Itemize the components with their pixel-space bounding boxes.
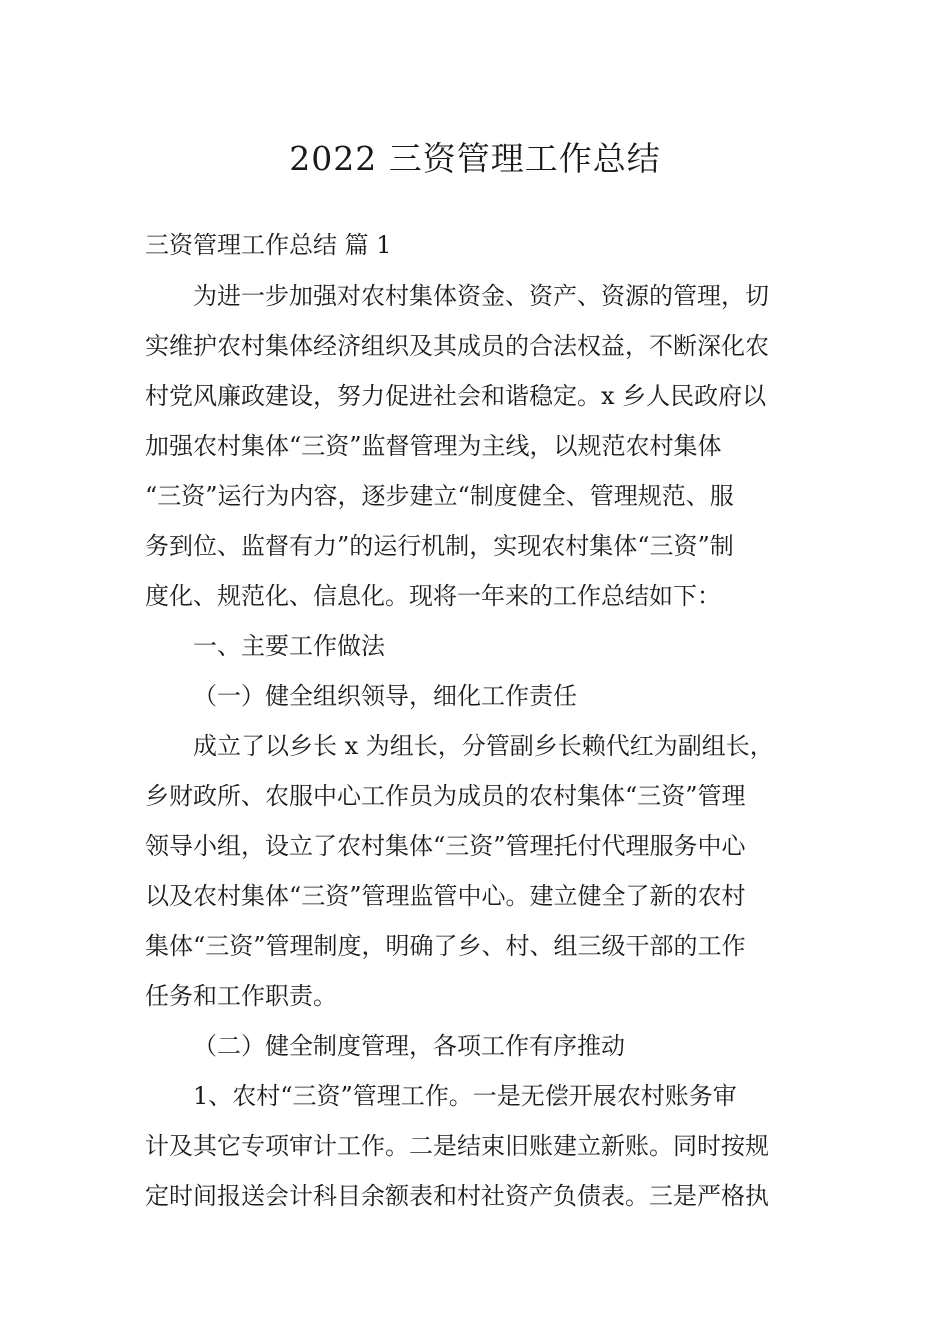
subsection-heading: （一）健全组织领导，细化工作责任: [193, 682, 577, 710]
text-line: 任务和工作职责。: [145, 982, 337, 1010]
text-line: 领导小组，设立了农村集体“三资”管理托付代理服务中心: [145, 832, 746, 860]
text-line: 乡财政所、农服中心工作员为成员的农村集体“三资”管理: [145, 782, 746, 810]
section-heading: 一、主要工作做法: [193, 632, 385, 660]
subsection-heading: （二）健全制度管理，各项工作有序推动: [193, 1032, 625, 1060]
text-line: 加强农村集体“三资”监督管理为主线，以规范农村集体: [145, 432, 722, 460]
text-line: 计及其它专项审计工作。二是结束旧账建立新账。同时按规: [145, 1132, 769, 1160]
text-line: 定时间报送会计科目余额表和村社资产负债表。三是严格执: [145, 1182, 769, 1210]
text-line: 1、农村“三资”管理工作。一是无偿开展农村账务审: [193, 1082, 737, 1110]
text-line: 成立了以乡长 x 为组长，分管副乡长赖代红为副组长，: [193, 732, 774, 760]
text-line: 村党风廉政建设，努力促进社会和谐稳定。x 乡人民政府以: [145, 382, 767, 410]
text-line: 度化、规范化、信息化。现将一年来的工作总结如下：: [145, 582, 721, 610]
text-line: 集体“三资”管理制度，明确了乡、村、组三级干部的工作: [145, 932, 746, 960]
text-line: 务到位、监督有力”的运行机制，实现农村集体“三资”制: [145, 532, 734, 560]
document-title: 2022 三资管理工作总结: [289, 139, 661, 178]
text-line: “三资”运行为内容，逐步建立“制度健全、管理规范、服: [145, 482, 734, 510]
text-line: 为进一步加强对农村集体资金、资产、资源的管理，切: [193, 282, 769, 310]
document-subtitle: 三资管理工作总结 篇 1: [145, 231, 392, 259]
text-line: 实维护农村集体经济组织及其成员的合法权益，不断深化农: [145, 332, 769, 360]
text-line: 以及农村集体“三资”管理监管中心。建立健全了新的农村: [145, 882, 746, 910]
